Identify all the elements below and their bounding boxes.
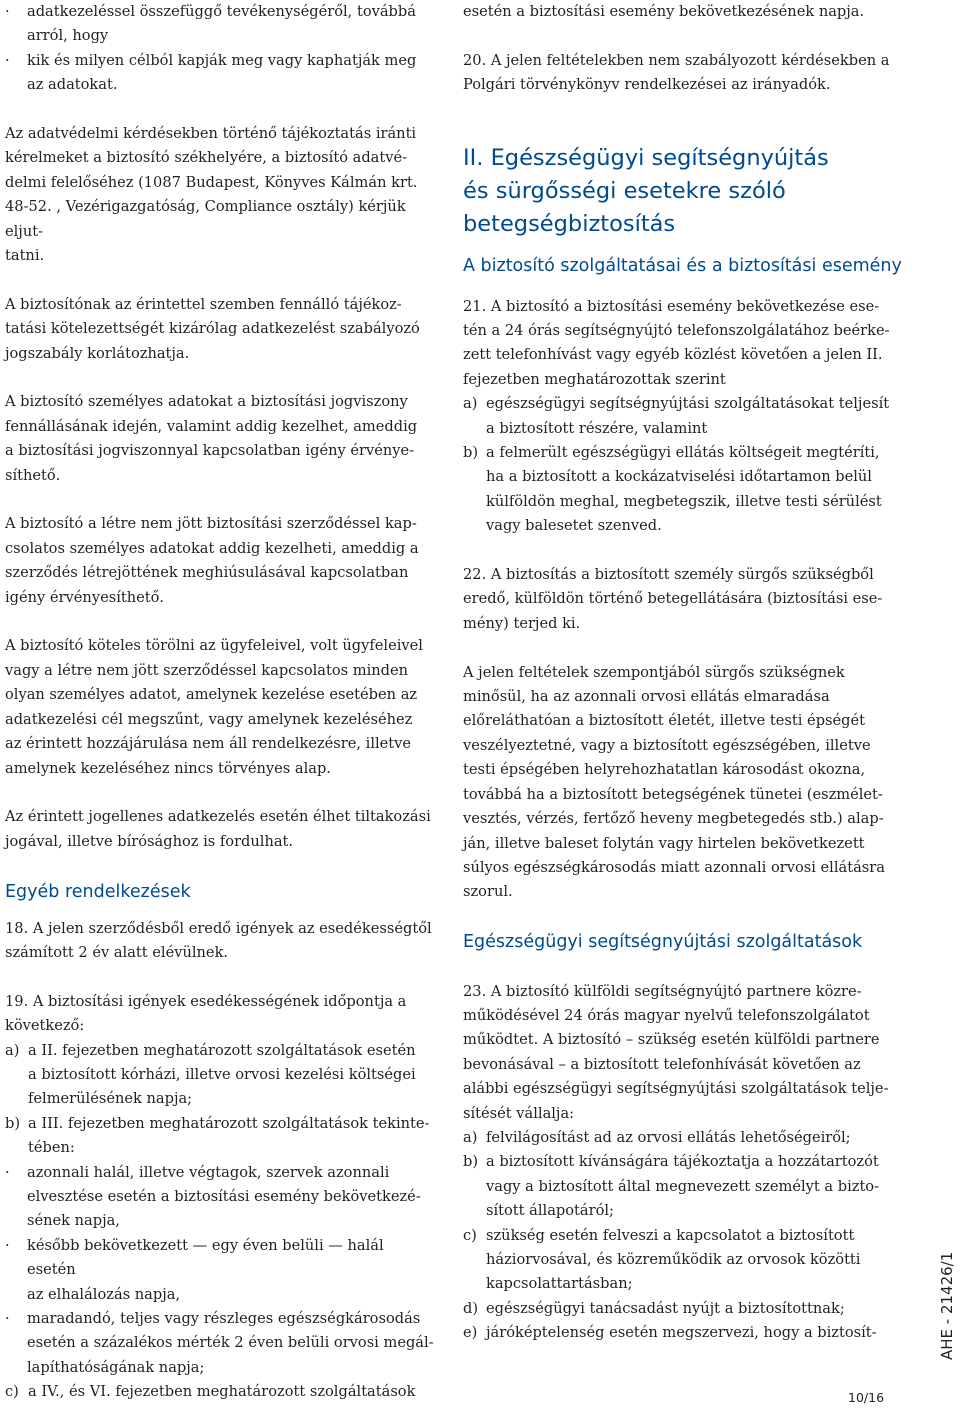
list-item-text: a IV., és VI. fejezetben meghatározott szolgáltatások — [28, 1383, 416, 1401]
list-marker: c) — [5, 1383, 19, 1401]
list-item — [463, 1297, 903, 1321]
page-number: 10/16 — [848, 1390, 885, 1405]
heading-services-and-events: A biztosító szolgáltatásai és a biztosítási esemény — [463, 255, 902, 276]
list-marker: b) — [5, 1114, 21, 1132]
list-marker: b) — [463, 444, 479, 462]
paragraph-inquiry: Az adatvédelmi kérdésekben történő tájékoztatás iránti kérelmeket a biztosító székhelyére, a biztosító adatvé- delmi felelőséhez (1087 Budapest, Könyves Kálmán krt. 48-52. , Vezérigazgatóság, Compliance osztály) kérjük eljut- tatni. — [5, 125, 418, 265]
paragraph-19-continuation: esetén a biztosítási esemény bekövetkezésének napja. — [463, 3, 865, 20]
list-item-text: a biztosított kívánságára tájékoztatja a hozzátartozót vagy a biztosított által megnevezett személyt a bizto- sított állapotáról; — [486, 1153, 880, 1220]
heading-other-provisions: Egyéb rendelkezések — [5, 881, 191, 902]
left-column — [5, 0, 435, 1405]
section-title: II. Egészségügyi segítségnyújtás és sürgősségi esetekre szóló betegségbiztosítás — [463, 144, 829, 237]
list-marker: a) — [463, 395, 478, 413]
list-item — [5, 1112, 435, 1161]
list-marker: a) — [5, 1041, 20, 1059]
list-item-text: egészségügyi segítségnyújtási szolgáltatásokat teljesít a biztosított részére, valamint — [486, 395, 890, 437]
right-column — [463, 0, 903, 1346]
heading-assistance-services: Egészségügyi segítségnyújtási szolgáltatások — [463, 932, 863, 953]
list-item — [463, 1321, 903, 1345]
paragraph-failed-contract-data: A biztosító a létre nem jött biztosítási szerződéssel kap- csolatos személyes adatokat addig kezelheti, ameddig a szerződés létrejöttének meghiúsulásával kapcsolatban igény érvényesíthető. — [5, 515, 419, 606]
list-item-text: járóképtelenség esetén megszervezi, hogy a biztosít- — [486, 1324, 877, 1342]
bullet-item: · kik és milyen célból kapják meg vagy kaphatják meg az adatokat. — [5, 49, 435, 98]
paragraph-19-item-c — [5, 1380, 435, 1404]
paragraph-21: 21. A biztosító a biztosítási esemény bekövetkezése ese- tén a 24 órás segítségnyújtó telefonszolgálatához beérke- zett telefonhívást vagy egyéb közlést követően a jelen II. fejezetben meghatározottak szerint — [463, 297, 890, 388]
list-marker: d) — [463, 1299, 479, 1317]
paragraph-objection-right: Az érintett jogellenes adatkezelés esetén élhet tiltakozási jogával, illetve bírósághoz is fordulhat. — [5, 808, 431, 850]
list-marker: b) — [463, 1153, 479, 1171]
paragraph-information-limit: A biztosítónak az érintettel szemben fennálló tájékoz- tatási kötelezettségét kizárólag adatkezelést szabályozó jogszabály korlátozhatja. — [5, 295, 420, 362]
paragraph-data-retention: A biztosító személyes adatokat a biztosítási jogviszony fennállásának idején, valamint addig kezelhet, ameddig a biztosítási jogviszonnyal kapcsolatban igény érvénye- síthető. — [5, 393, 418, 484]
document-code: AHE - 21426/1 — [938, 1251, 956, 1360]
paragraph-18: 18. A jelen szerződésből eredő igények az esedékességtől számított 2 év alatt elévülnek. — [5, 919, 432, 961]
list-item-text: a felmerült egészségügyi ellátás költségeit megtéríti, ha a biztosított a kockázatviselési időtartamon belül külföldön meghal, megbetegszik, illetve testi sérülést vagy balesetet szenved. — [486, 444, 882, 535]
list-item — [5, 1039, 435, 1112]
intro-bullet-list — [5, 0, 435, 98]
list-item — [463, 1224, 903, 1297]
paragraph-urgent-need: A jelen feltételek szempontjából sürgős szükségnek minősül, ha az azonnali orvosi ellátás elmaradása előreláthatóan a biztosított életét, illetve testi épségét veszélyeztetné, vagy a biztosított egészségében, illetve testi épségében helyrehozhatatlan károsodást okozna, továbbá ha a biztosított betegségének tünetei (eszmélet- vesztés, vérzés, fertőző heveny megbetegedés stb.) alap- ján, illetve baleset folytán vagy hirtelen bekövetkezett súlyos egészségkárosodás miatt azonnali orvosi ellátásra szorul. — [463, 663, 885, 901]
list-item-text: a II. fejezetben meghatározott szolgáltatások esetén a biztosított kórházi, illetve orvosi kezelési költségei felmerülésének napja; — [28, 1041, 416, 1108]
list-item — [463, 1126, 903, 1150]
list-item-text: szükség esetén felveszi a kapcsolatot a biztosított háziorvosával, és közreműködik az orvosok közötti kapcsolattartásban; — [486, 1226, 861, 1293]
bullet-item: · adatkezeléssel összefüggő tevékenységéről, továbbá arról, hogy — [5, 0, 435, 49]
paragraph-20: 20. A jelen feltételekben nem szabályozott kérdésekben a Polgári törvénykönyv rendelkezései az irányadók. — [463, 51, 890, 94]
paragraph-19-bullets — [5, 1161, 435, 1381]
list-item — [463, 1150, 903, 1223]
bullet-item: · maradandó, teljes vagy részleges egészségkárosodás esetén a százalékos mérték 2 éven belüli orvosi megál- lapíthatóságának napja; — [5, 1307, 435, 1380]
list-marker: e) — [463, 1324, 478, 1342]
bullet-item: · azonnali halál, illetve végtagok, szervek azonnali elvesztése esetén a biztosítási esemény bekövetkezé- sének napja, — [5, 1161, 435, 1234]
paragraph-21-list — [463, 392, 903, 538]
paragraph-19-list — [5, 1039, 435, 1161]
paragraph-22: 22. A biztosítás a biztosított személy sürgős szükségből eredő, külföldön történő betegellátására (biztosítási ese- mény) terjed ki. — [463, 566, 883, 632]
list-item-text: a III. fejezetben meghatározott szolgáltatások tekinte- tében: — [28, 1114, 430, 1157]
list-item-text: felvilágosítást ad az orvosi ellátás lehetőségeiről; — [486, 1128, 851, 1146]
bullet-item: · később bekövetkezett — egy éven belüli — halál esetén az elhalálozás napja, — [5, 1234, 435, 1307]
list-marker: c) — [463, 1226, 477, 1244]
list-item — [5, 1380, 435, 1404]
paragraph-23: 23. A biztosító külföldi segítségnyújtó partnere közre- működésével 24 órás magyar nyelvű telefonszolgálatot működtet. A biztosító – szükség esetén külföldi partnere bevonásával – a biztosított telefonhívását követően az alábbi egészségügyi segítségnyújtási szolgáltatások telje- sítését vállalja: — [463, 982, 889, 1122]
list-item — [463, 392, 903, 441]
paragraph-19: 19. A biztosítási igények esedékességének időpontja a következő: — [5, 992, 407, 1035]
paragraph-23-list — [463, 1126, 903, 1346]
list-marker: a) — [463, 1128, 478, 1146]
list-item — [463, 441, 903, 539]
paragraph-data-deletion: A biztosító köteles törölni az ügyfeleivel, volt ügyfeleivel vagy a létre nem jött szerződéssel kapcsolatos minden olyan személyes adatot, amelynek kezelése esetében az adatkezelési cél megszűnt, vagy amelynek kezeléséhez az érintett hozzájárulása nem áll rendelkezésre, illetve amelynek kezeléséhez nincs törvényes alap. — [5, 637, 423, 777]
list-item-text: egészségügyi tanácsadást nyújt a biztosítottnak; — [486, 1299, 845, 1317]
